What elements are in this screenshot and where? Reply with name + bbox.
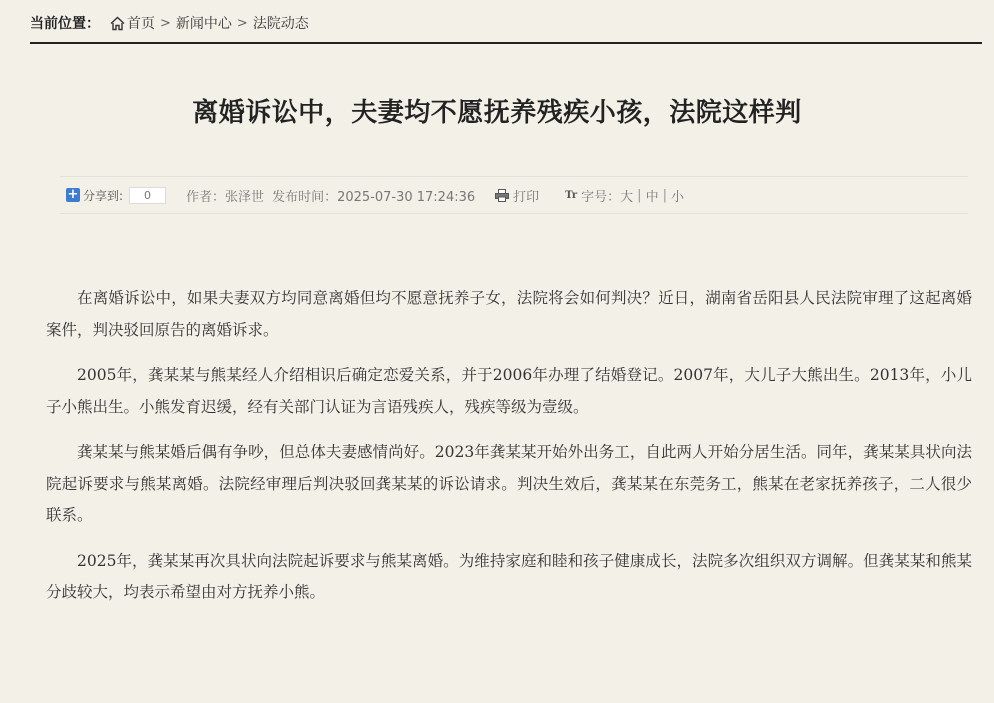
breadcrumb-separator: > — [160, 15, 171, 31]
font-size-separator: | — [637, 187, 642, 203]
article-title: 离婚诉讼中，夫妻均不愿抚养残疾小孩，法院这样判 — [192, 98, 802, 128]
font-size-label: 字号： — [581, 189, 621, 205]
breadcrumb-court-news-link[interactable]: 法院动态 — [252, 16, 309, 32]
share-count: 0 — [129, 187, 166, 204]
share-plus-icon[interactable]: + — [67, 187, 79, 202]
share-label[interactable]: 分享到: — [83, 188, 124, 203]
font-size-separator: | — [662, 187, 667, 203]
font-size-icon: Tr — [565, 189, 578, 201]
article-body — [46, 283, 972, 623]
breadcrumb-label: 当前位置： — [30, 16, 100, 32]
article-meta-bar — [60, 176, 968, 214]
article-paragraph: 龚某某与熊某婚后偶有争吵，但总体夫妻感情尚好。2023年龚某某开始外出务工，自此两人开始分居生活。同年，龚某某具状向法院起诉要求与熊某离婚。法院经审理后判决驳回龚某某的诉讼请求。判决生效后，龚某某在东莞务工，熊某在老家抚养孩子，二人很少联系。 — [46, 443, 972, 524]
breadcrumb-home-link[interactable]: 首页 — [127, 16, 155, 32]
article-paragraph: 2025年，龚某某再次具状向法院起诉要求与熊某离婚。为维持家庭和睦和孩子健康成长，法院多次组织双方调解。但龚某某和熊某分歧较大，均表示希望由对方抚养小熊。 — [46, 551, 972, 601]
author: 作者：张泽世 — [186, 189, 265, 205]
font-size-medium[interactable]: 中 — [645, 189, 659, 205]
article-paragraph: 在离婚诉讼中，如果夫妻双方均同意离婚但均不愿意抚养子女，法院将会如何判决？近日，湖南省岳阳县人民法院审理了这起离婚案件，判决驳回原告的离婚诉求。 — [46, 289, 972, 339]
header-divider — [30, 42, 982, 44]
breadcrumb-separator: > — [236, 15, 248, 31]
printer-icon[interactable] — [495, 189, 509, 202]
print-link[interactable]: 打印 — [513, 189, 540, 205]
font-size-large[interactable]: 大 — [620, 189, 634, 205]
font-size-small[interactable]: 小 — [670, 189, 684, 205]
publish-time: 发布时间：2025-07-30 17:24:36 — [272, 189, 476, 205]
home-icon[interactable] — [110, 16, 125, 31]
breadcrumb — [30, 13, 309, 33]
article-paragraph: 2005年，龚某某与熊某经人介绍相识后确定恋爱关系，并于2006年办理了结婚登记。2007年，大儿子大熊出生。2013年，小儿子小熊出生。小熊发育迟缓，经有关部门认证为言语残疾人，残疾等级为壹级。 — [46, 366, 972, 416]
breadcrumb-news-center-link[interactable]: 新闻中心 — [175, 16, 232, 32]
